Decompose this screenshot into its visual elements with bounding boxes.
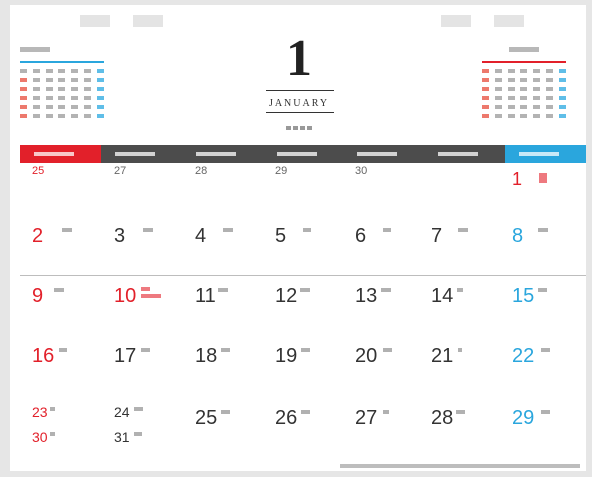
day-cell: 21 xyxy=(431,345,454,367)
day-cell: 27 xyxy=(355,407,378,429)
weekday-monday xyxy=(101,145,182,163)
weekday-thursday xyxy=(343,145,424,163)
day-cell: 10 xyxy=(114,285,137,307)
divider xyxy=(266,90,334,91)
weekday-friday xyxy=(424,145,505,163)
weekday-saturday xyxy=(505,145,586,163)
day-cell: 11 xyxy=(195,285,216,307)
month-number: 1 xyxy=(286,30,312,87)
day-cell: 14 xyxy=(431,285,454,307)
calendar-page xyxy=(10,5,586,471)
day-cell: 25 xyxy=(195,407,218,429)
day-cell: 20 xyxy=(355,345,378,367)
day-cell: 22 xyxy=(512,345,535,367)
day-cell: 3 xyxy=(114,225,126,247)
weekday-wednesday xyxy=(263,145,344,163)
day-cell: 31 xyxy=(114,429,130,445)
day-cell: 7 xyxy=(431,225,443,247)
day-cell: 9 xyxy=(32,285,44,307)
day-cell: 23 xyxy=(32,404,48,420)
day-cell: 18 xyxy=(195,345,218,367)
binding-hole xyxy=(441,15,471,27)
day-cell: 30 xyxy=(32,429,48,445)
day-cell: 28 xyxy=(431,407,454,429)
day-cell: 12 xyxy=(275,285,298,307)
day-cell: 5 xyxy=(275,225,287,247)
weekday-sunday xyxy=(20,145,101,163)
mini-calendar-next xyxy=(482,47,566,123)
day-cell: 15 xyxy=(512,285,535,307)
day-cell: 30 xyxy=(355,165,368,177)
footer-note xyxy=(340,464,580,468)
day-cell: 6 xyxy=(355,225,367,247)
month-name: JANUARY xyxy=(268,98,330,109)
day-cell: 17 xyxy=(114,345,137,367)
day-cell: 16 xyxy=(32,345,55,367)
day-cell: 29 xyxy=(275,165,288,177)
mini-calendar-previous xyxy=(20,47,104,123)
day-cell: 8 xyxy=(512,225,524,247)
day-cell: 2 xyxy=(32,225,44,247)
day-cell: 24 xyxy=(114,404,130,420)
day-cell: 28 xyxy=(195,165,208,177)
day-cell: 4 xyxy=(195,225,207,247)
divider xyxy=(266,112,334,113)
day-cell: 13 xyxy=(355,285,378,307)
day-cell: 19 xyxy=(275,345,298,367)
day-cell: 29 xyxy=(512,407,535,429)
binding-hole xyxy=(80,15,110,27)
year-label xyxy=(257,117,341,121)
day-cell: 25 xyxy=(32,165,45,177)
weekday-tuesday xyxy=(182,145,263,163)
day-cell: 1 xyxy=(512,169,523,189)
weekday-header xyxy=(20,145,586,163)
binding-hole xyxy=(133,15,163,27)
day-cell: 27 xyxy=(114,165,127,177)
day-cell: 26 xyxy=(275,407,298,429)
week-separator xyxy=(20,275,586,276)
binding-hole xyxy=(494,15,524,27)
